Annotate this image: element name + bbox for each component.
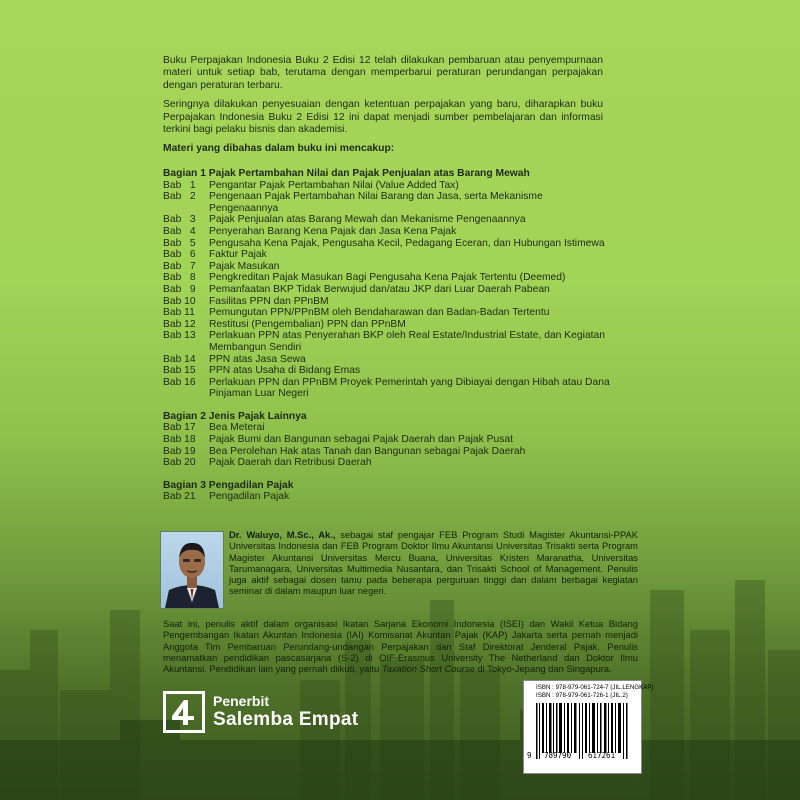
- chapter-number: Bab 21: [163, 491, 196, 503]
- chapter-title: Pajak Masukan: [209, 260, 280, 272]
- contents-heading: Materi yang dibahas dalam buku ini mencakup:: [163, 143, 395, 155]
- chapter-title: Penyerahan Barang Kena Pajak dan Jasa Kena Pajak: [209, 225, 457, 237]
- chapter-number: Bab 9: [163, 283, 196, 295]
- chapter-row: [163, 307, 613, 319]
- barcode-digits-right: 617261: [588, 751, 616, 760]
- chapter-row: [163, 319, 613, 331]
- chapter-title: Restitusi (Pengembalian) PPN dan PPnBM: [209, 318, 406, 330]
- author-bio-text-2: Saat ini, penulis aktif dalam organisasi Ikatan Sarjana Ekonomi Indonesia (ISEI) dan Wakil Ketua Bidang Pengembangan Ikatan Akuntan Indonesia (IAI) Komisariat Akuntan Pajak (KAP) Jakarta serta pernah menjadi Anggota Tim Pembaruan Perundang-undangan Perpajakan dan Staf Direktorat Jenderal Pajak. Penulis menamatkan pendidikan pascasarjana (S-2) di OIF-Erasmus University The Netherland dan Doktor Ilmu Akuntansi. Pendidikan lain yang pernah diikuti, yaitu: [163, 618, 638, 675]
- chapter-number: Bab 11: [163, 307, 195, 319]
- chapter-number: Bab 17: [163, 422, 196, 434]
- chapter-row: [163, 238, 613, 250]
- chapter-title: Bea Meterai: [209, 422, 265, 434]
- part-title: Bagian 3 Pengadilan Pajak: [163, 479, 294, 491]
- chapter-row: [163, 180, 613, 192]
- chapter-number: Bab 14: [163, 353, 196, 365]
- course-name: Taxation Short Course: [381, 663, 475, 675]
- chapter-number: Bab 13: [163, 330, 196, 342]
- publisher-name: Salemba Empat: [213, 709, 359, 730]
- chapter-title: Pengenaan Pajak Pertambahan Nilai Barang dan Jasa, serta Mekanisme Pengenaannya: [209, 191, 543, 214]
- chapter-number: Bab 12: [163, 318, 196, 330]
- chapter-number: Bab 5: [163, 237, 196, 249]
- chapter-row: [163, 296, 613, 308]
- chapter-title: PPN atas Jasa Sewa: [209, 353, 306, 365]
- chapter-row: [163, 272, 613, 284]
- chapter-row: [163, 330, 613, 353]
- table-of-contents: [163, 168, 613, 503]
- chapter-title: Pengusaha Kena Pajak, Pengusaha Kecil, Pedagang Eceran, dan Hubungan Istimewa: [209, 237, 605, 249]
- chapter-row: [163, 377, 613, 400]
- chapter-title: Pemungutan PPN/PPnBM oleh Bendaharawan dan Badan-Badan Tertentu: [209, 307, 550, 319]
- author-bio-continued: [163, 618, 638, 674]
- chapter-title: Pengantar Pajak Pertambahan Nilai (Value Added Tax): [209, 179, 459, 191]
- blurb-paragraph-1: Buku Perpajakan Indonesia Buku 2 Edisi 12 telah dilakukan pembaruan atau penyempurnaan materi untuk setiap bab, terutama dengan memperbarui peraturan perundangan perpajakan dengan peraturan terbaru.: [163, 55, 603, 91]
- barcode-digit-lead: 9: [527, 751, 532, 760]
- author-bio: [229, 529, 638, 597]
- chapter-title: Fasilitas PPN dan PPnBM: [209, 295, 329, 307]
- chapter-row: [163, 422, 613, 434]
- chapter-row: [163, 261, 613, 273]
- chapter-number: Bab 2: [163, 191, 196, 203]
- chapter-row: [163, 354, 613, 366]
- chapter-number: Bab 16: [163, 376, 196, 388]
- chapter-number: Bab 15: [163, 365, 196, 377]
- chapter-title: Perlakuan PPN atas Penyerahan BKP oleh Real Estate/Industrial Estate, dan Kegiatan Membangun Sendiri: [209, 330, 605, 353]
- chapter-row: [163, 214, 613, 226]
- part-title: Bagian 1 Pajak Pertambahan Nilai dan Pajak Penjualan atas Barang Mewah: [163, 168, 530, 179]
- chapter-row: [163, 249, 613, 261]
- chapter-title: PPN atas Usaha di Bidang Emas: [209, 365, 361, 377]
- barcode-digits-left: 789790: [544, 751, 572, 760]
- part-title: Bagian 2 Jenis Pajak Lainnya: [163, 410, 307, 422]
- chapter-number: Bab 8: [163, 272, 196, 284]
- chapter-number: Bab 4: [163, 225, 196, 237]
- chapter-number: Bab 1: [163, 179, 196, 191]
- chapter-row: [163, 284, 613, 296]
- chapter-title: Pajak Penjualan atas Barang Mewah dan Mekanisme Pengenaannya: [209, 214, 526, 226]
- chapter-number: Bab 19: [163, 445, 196, 457]
- author-bio-text: sebagai staf pengajar FEB Program Studi Magister Akuntansi-PPAK Universitas Indonesia dan FEB Program Doktor Ilmu Akuntansi Universitas Trisakti serta Program Magister Akuntansi Universitas Mercu Buana, Universitas Kristen Maranatha, Universitas Tarumanagara, Universitas Multimedia Nusantara, dan Trisakti School of Management. Penulis juga aktif sebagai dosen tamu pada beberapa perguruan tinggi dan dalam berbagai kegiatan seminar di dalam maupun luar negeri.: [229, 529, 638, 597]
- chapter-title: Pemanfaatan BKP Tidak Berwujud dan/atau JKP dari Luar Daerah Pabean: [209, 283, 550, 295]
- salemba-logo-icon: [163, 691, 205, 733]
- chapter-number: Bab 6: [163, 249, 196, 261]
- chapter-number: Bab 3: [163, 214, 196, 226]
- author-photo: [160, 531, 224, 609]
- chapter-row: [163, 434, 613, 446]
- chapter-row: [163, 365, 613, 377]
- chapter-title: Pajak Daerah dan Retribusi Daerah: [209, 457, 372, 469]
- chapter-title: Pajak Bumi dan Bangunan sebagai Pajak Daerah dan Pajak Pusat: [209, 434, 513, 446]
- blurb-paragraph-2: Seringnya dilakukan penyesuaian dengan ketentuan perpajakan yang baru, diharapkan buku Perpajakan Indonesia Buku 2 Edisi 12 ini dapat menjadi sumber pembelajaran dan informasi terkini bagi pelaku bisnis dan akademisi.: [163, 99, 603, 136]
- isbn-line-1: ISBN : 978-979-061-724-7 (JIL.LENGKAP): [536, 684, 654, 691]
- back-cover-blurb: [163, 55, 603, 163]
- chapter-title: Pengkreditan Pajak Masukan Bagi Pengusaha Kena Pajak Tertentu (Deemed): [209, 272, 566, 284]
- chapter-number: Bab 7: [163, 260, 196, 272]
- author-bio-text-3: di Tokyo-Jepang dan Singapura.: [474, 663, 612, 675]
- chapter-row: [163, 446, 613, 458]
- chapter-number: Bab 20: [163, 457, 196, 469]
- publisher-logo: [163, 691, 358, 733]
- publisher-label: Penerbit: [213, 693, 270, 709]
- chapter-number: Bab 10: [163, 295, 196, 307]
- chapter-number: Bab 18: [163, 434, 196, 446]
- chapter-row: [163, 491, 613, 503]
- chapter-row: [163, 226, 613, 238]
- chapter-title: Faktur Pajak: [209, 249, 267, 261]
- chapter-row: [163, 457, 613, 469]
- author-name: Dr. Waluyo, M.Sc., Ak.,: [229, 529, 336, 540]
- chapter-title: Pengadilan Pajak: [209, 491, 290, 503]
- isbn-barcode-box: [523, 680, 654, 774]
- isbn-line-2: ISBN : 978-979-061-726-1 (JIL.2): [536, 692, 628, 699]
- chapter-title: Bea Perolehan Hak atas Tanah dan Bangunan sebagai Pajak Daerah: [209, 445, 526, 457]
- chapter-row: [163, 191, 613, 214]
- chapter-title: Perlakuan PPN dan PPnBM Proyek Pemerintah yang Dibiayai dengan Hibah atau Dana Pinjaman Luar Negeri: [209, 376, 610, 400]
